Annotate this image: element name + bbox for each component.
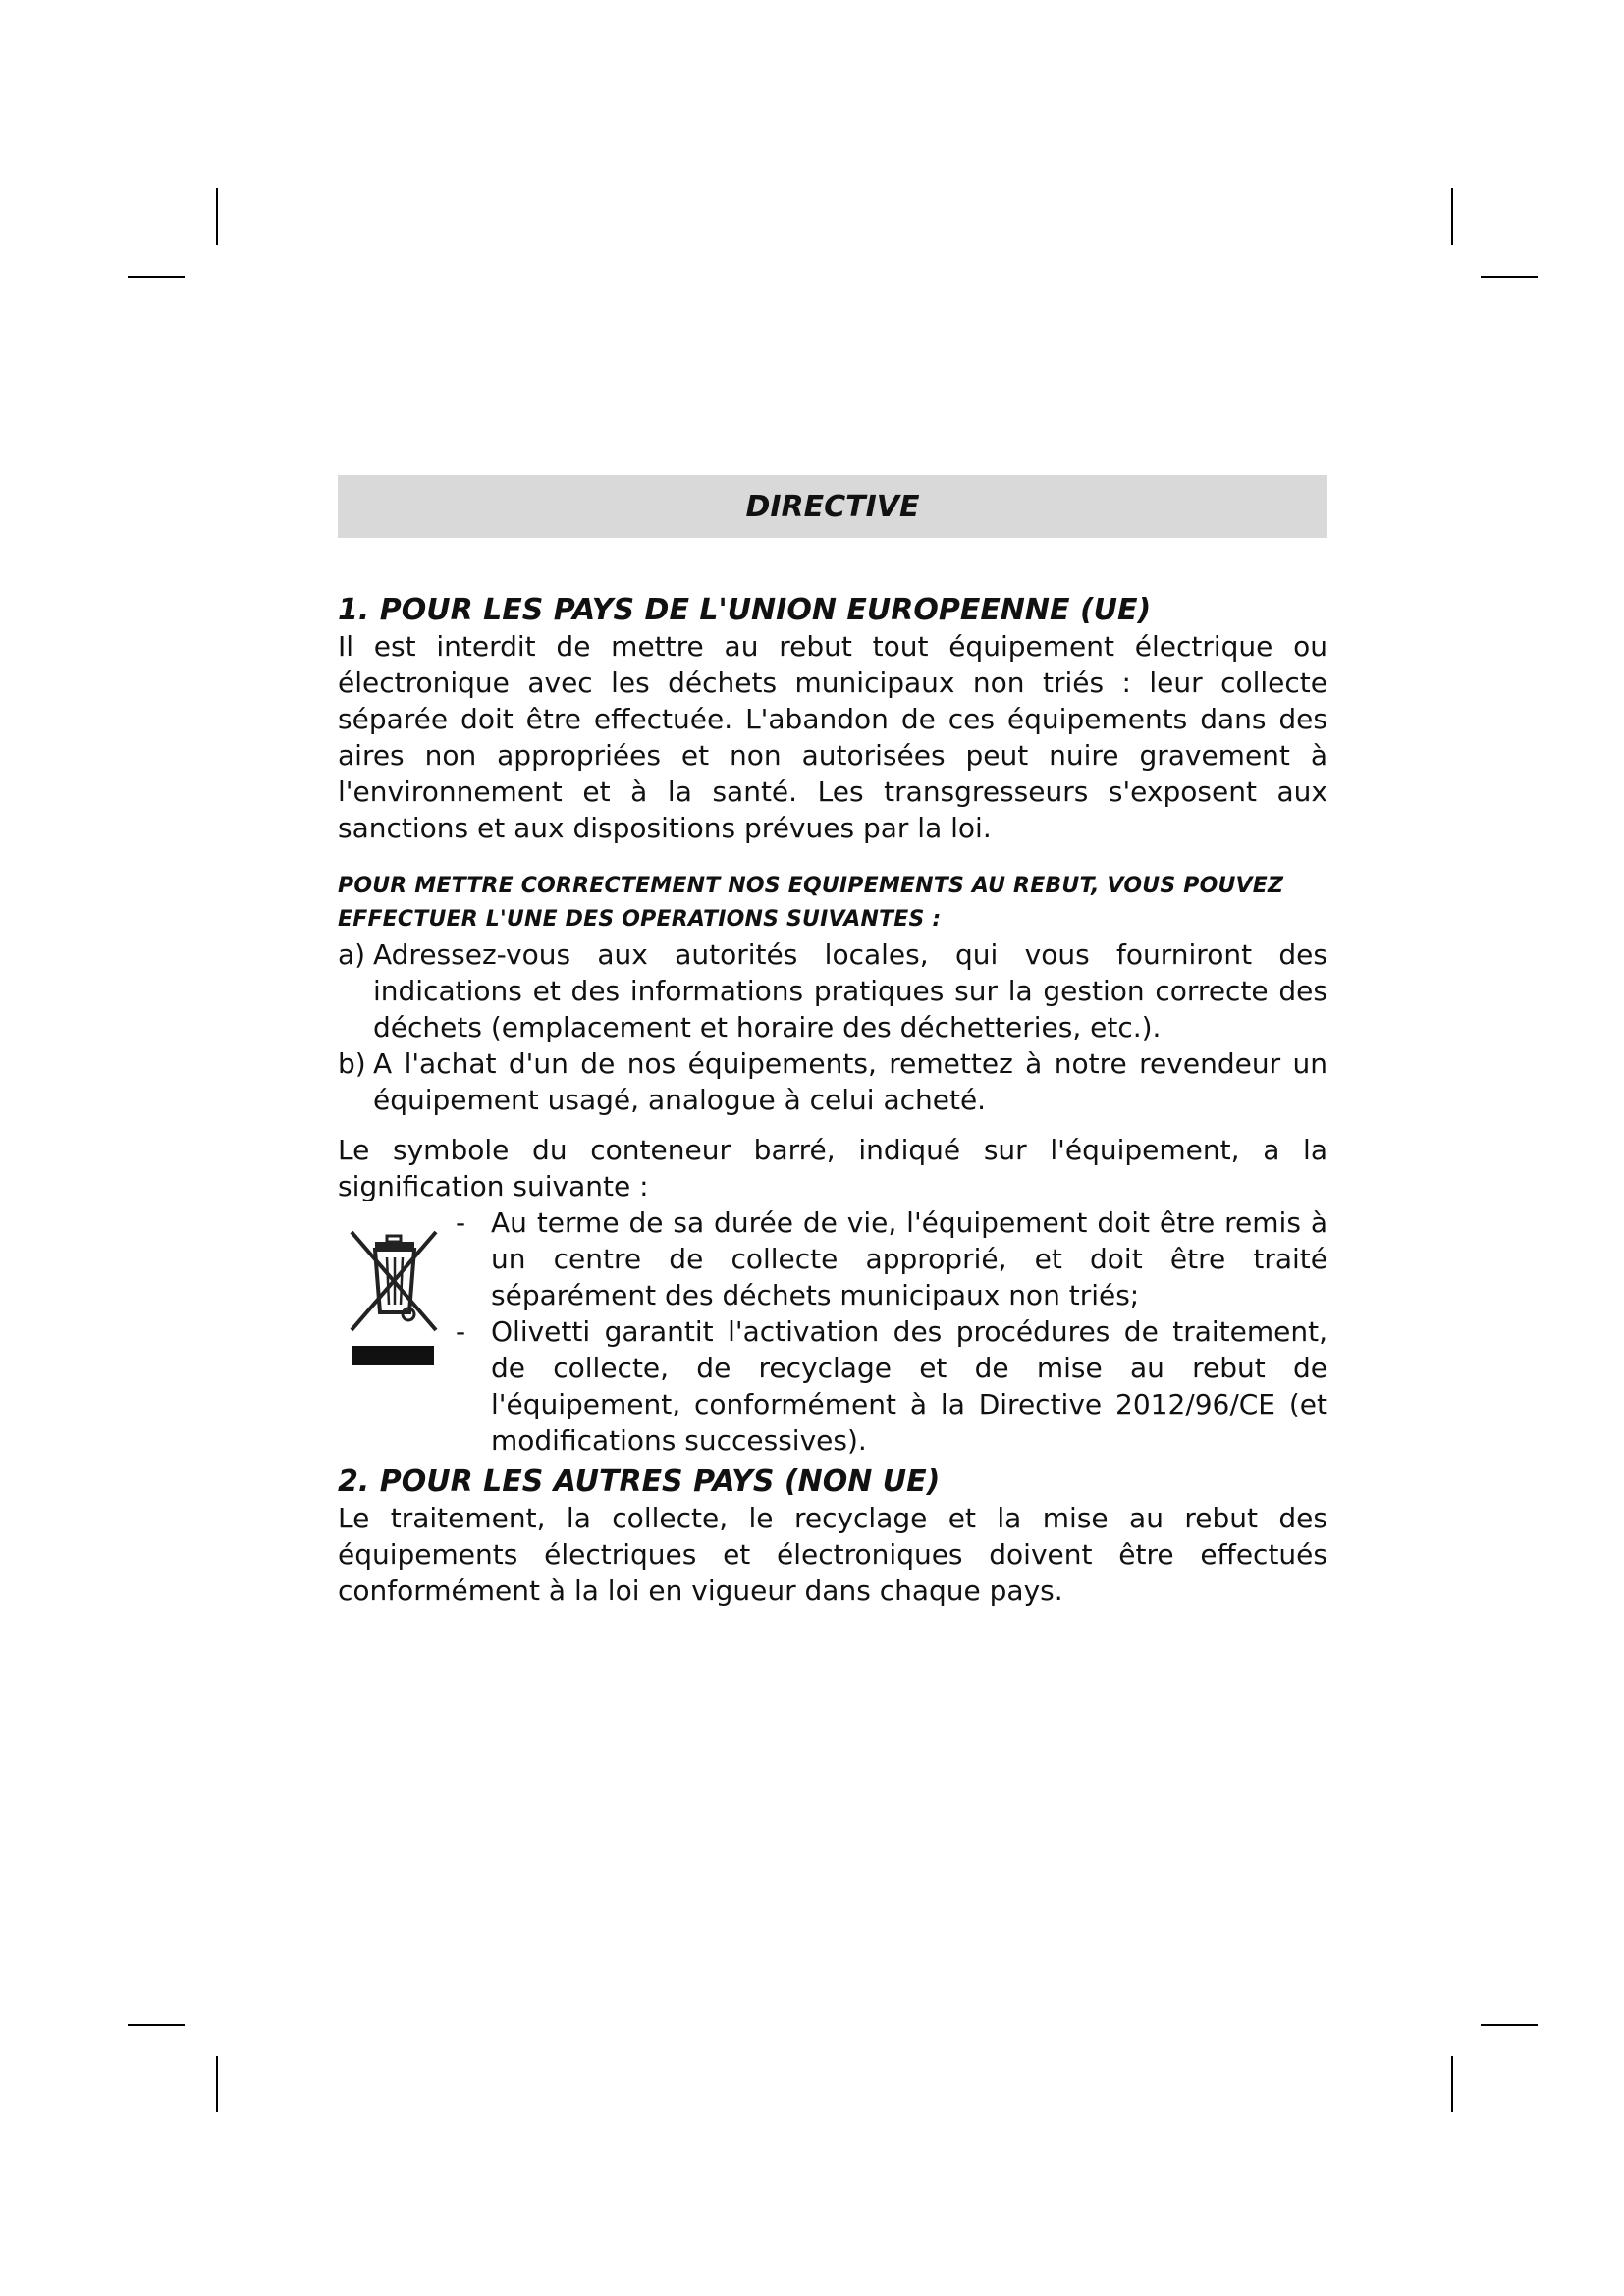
crop-mark <box>1481 2024 1538 2026</box>
list-marker: b) <box>338 1047 366 1080</box>
crop-mark <box>216 188 218 245</box>
list-dash: - <box>456 1206 466 1239</box>
list-dash: - <box>456 1315 466 1348</box>
disposal-options-subheading: POUR METTRE CORRECTEMENT NOS EQUIPEMENTS AU REBUT, VOUS POUVEZ EFFECTUER L'UNE DES OPERATIONS SUIVANTES : <box>338 874 1284 932</box>
section2-heading: 2. POUR LES AUTRES PAYS (NON UE) <box>338 1465 941 1499</box>
list-item-text: Au terme de sa durée de vie, l'équipement doit être remis à un centre de collecte approprié, et doit être traité séparément des déchets municipaux non triés; <box>491 1206 1327 1311</box>
symbol-intro: Le symbole du conteneur barré, indiqué sur l'équipement, a la signification suivante : <box>338 1134 1327 1202</box>
list-item <box>338 1045 1327 1118</box>
crop-mark <box>1451 2056 1453 2112</box>
list-item <box>456 1313 1327 1459</box>
section1-heading: 1. POUR LES PAYS DE L'UNION EUROPEENNE (UE) <box>338 593 1152 627</box>
section2-paragraph: Le traitement, la collecte, le recyclage et la mise au rebut des équipements électriques et électroniques doivent être effectués conformément à la loi en vigueur dans chaque pays. <box>338 1502 1327 1607</box>
crop-mark <box>216 2056 218 2112</box>
crop-mark <box>128 2024 185 2026</box>
symbol-points-list <box>456 1204 1327 1459</box>
crop-mark <box>1451 188 1453 245</box>
disposal-options-list <box>338 936 1327 1118</box>
list-item <box>338 936 1327 1045</box>
list-marker: a) <box>338 938 366 971</box>
section1-paragraph: Il est interdit de mettre au rebut tout équipement électrique ou électronique avec les déchets municipaux non triés : leur collecte séparée doit être effectuée. L'abandon de ces équipements dans des aires non appropriées et non autorisées peut nuire gravement à l'environnement et à la santé. Les transgresseurs s'exposent aux sanctions et aux dispositions prévues par la loi. <box>338 630 1327 844</box>
crossed-out-wheelie-bin-icon <box>346 1226 440 1373</box>
crop-mark <box>1481 276 1538 278</box>
symbol-explanation <box>338 1204 1327 1459</box>
crop-mark <box>128 276 185 278</box>
directive-banner <box>338 475 1327 538</box>
document-content <box>338 475 1327 1609</box>
list-item <box>456 1204 1327 1313</box>
banner-title: DIRECTIVE <box>745 489 920 524</box>
list-item-text: Olivetti garantit l'activation des procédures de traitement, de collecte, de recyclage et de mise au rebut de l'équipement, conformément à la Directive 2012/96/CE (et modifications successives). <box>491 1315 1327 1457</box>
list-item-text: Adressez-vous aux autorités locales, qui vous fourniront des indications et des informations pratiques sur la gestion correcte des déchets (emplacement et horaire des déchetteries, etc.). <box>373 938 1327 1043</box>
list-item-text: A l'achat d'un de nos équipements, remettez à notre revendeur un équipement usagé, analogue à celui acheté. <box>373 1047 1327 1116</box>
